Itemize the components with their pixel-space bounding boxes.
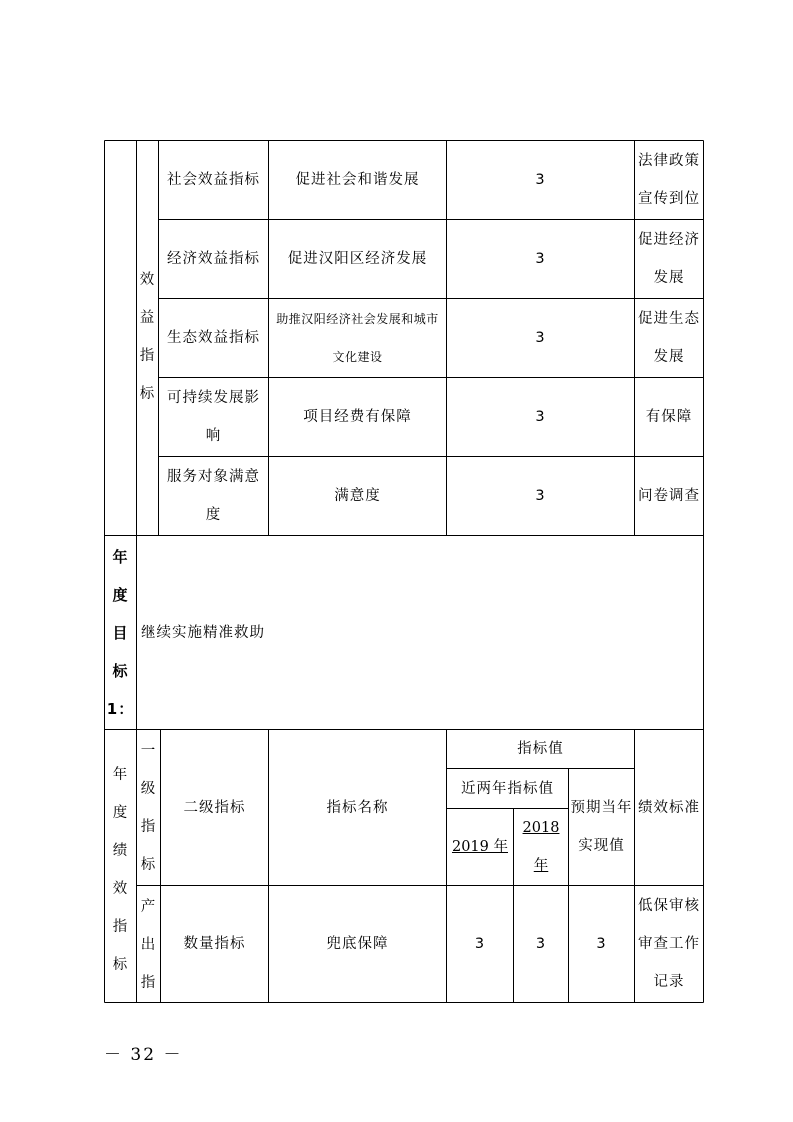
perf-row-name: 兜底保障 xyxy=(326,936,389,952)
perf-row-level2: 数量指标 xyxy=(183,936,246,952)
perf-row-value-2018: 3 xyxy=(535,936,547,952)
benefit-row-1-level2: 社会效益指标 xyxy=(167,172,260,188)
benefit-row-4-value: 3 xyxy=(535,409,546,425)
benefit-row-5-level2: 服务对象满意 度 xyxy=(167,469,260,523)
benefit-row-5-standard: 问卷调查 xyxy=(638,488,700,504)
benefit-row-2-level2: 经济效益指标 xyxy=(167,251,260,267)
perf-expected-header: 预期当年 实现值 xyxy=(570,800,633,854)
perf-value-group-header: 指标值 xyxy=(517,741,564,757)
benefit-row-4-standard: 有保障 xyxy=(645,409,693,425)
perf-year-2019-header: 2019 年 xyxy=(451,839,508,855)
benefit-row-4-level2: 可持续发展影 响 xyxy=(167,390,260,444)
benefit-row-1-name: 促进社会和谐发展 xyxy=(295,172,420,188)
perf-side-label: 年 度 绩 效 指 标 xyxy=(112,767,129,973)
perf-recent-years-header: 近两年指标值 xyxy=(461,780,554,797)
benefit-row-3-value: 3 xyxy=(535,330,546,346)
benefit-row-3-level2: 生态效益指标 xyxy=(167,330,260,346)
perf-row-standard: 低保审核 审查工作 记录 xyxy=(638,898,700,990)
benefit-row-5-value: 3 xyxy=(535,488,546,504)
perf-year-2018-header: 2018 年 xyxy=(522,820,560,874)
perf-row-level1: 产 出 指 xyxy=(140,899,157,991)
page-number: － 32 － xyxy=(104,1045,183,1065)
perf-level1-header: 一 级 指 标 xyxy=(140,742,157,873)
benefit-row-3-standard: 促进生态 发展 xyxy=(638,311,700,365)
benefit-level1-label: 效 益 指 标 xyxy=(139,272,156,402)
perf-name-header: 指标名称 xyxy=(326,799,389,816)
benefit-row-3-name: 助推汉阳经济社会发展和城市 文化建设 xyxy=(276,312,439,364)
benefit-row-2-standard: 促进经济 发展 xyxy=(638,232,700,286)
benefit-row-1-value: 3 xyxy=(535,172,546,188)
annual-goal-text: 继续实施精准救助 xyxy=(141,624,265,641)
perf-row-value-2019: 3 xyxy=(474,936,486,952)
perf-standard-header: 绩效标准 xyxy=(638,799,700,816)
perf-level2-header: 二级指标 xyxy=(183,799,246,816)
benefit-row-4-name: 项目经费有保障 xyxy=(303,409,412,425)
annual-goal-label: 年 度 目 标 1： xyxy=(106,547,135,718)
benefit-row-5-name: 满意度 xyxy=(334,488,381,504)
benefit-row-2-name: 促进汉阳区经济发展 xyxy=(287,251,428,267)
benefit-row-1-standard: 法律政策 宣传到位 xyxy=(638,153,700,207)
benefit-row-2-value: 3 xyxy=(535,251,546,267)
perf-row-expected: 3 xyxy=(596,936,607,952)
